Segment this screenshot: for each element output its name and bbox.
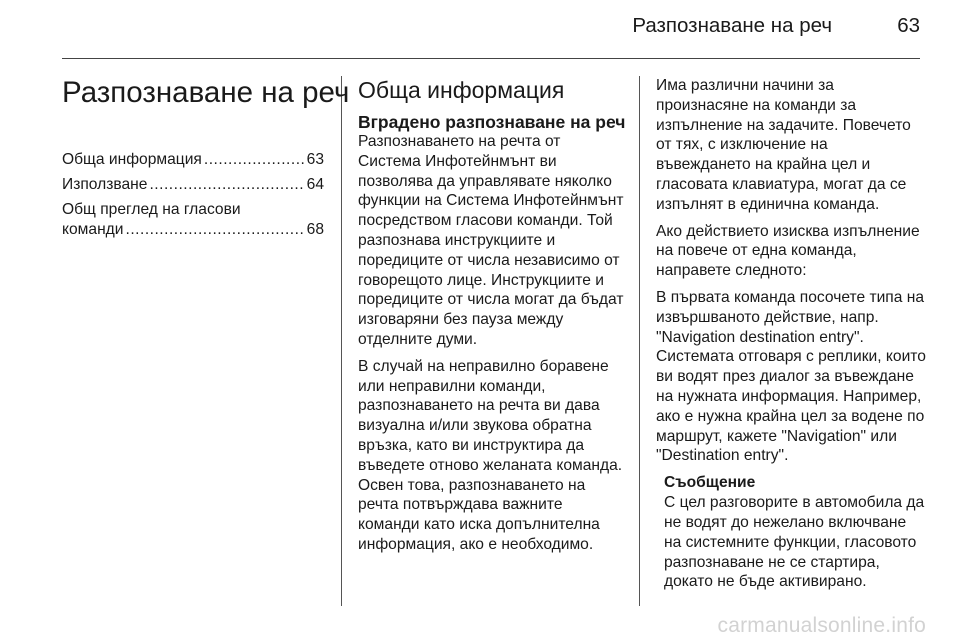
header-rule: [62, 58, 920, 59]
body-paragraph: Ако действието изисква изпълнение на повече от една команда, направете следното:: [656, 222, 920, 280]
section-column-right: [656, 76, 926, 592]
section-column-middle: [358, 76, 626, 562]
toc-leader-dots: [125, 220, 304, 240]
note-text: С цел разговорите в автомобила да не водят до нежелано включване на системните функции, гласовото разпознаване не се стартира, докато не бъде активирано.: [664, 494, 925, 591]
toc-entry-label: Използване: [62, 176, 148, 193]
toc-leader-dots: [149, 175, 304, 195]
section-title: Обща информация: [358, 77, 565, 103]
column-divider-right: [639, 76, 640, 606]
toc-entry-multiline[interactable]: [62, 200, 324, 240]
running-head: Разпознаване на реч: [632, 14, 832, 37]
body-paragraph: Разпознаването на речта от Система Инфотейнмънт ви позволява да управлявате няколко функции на Система Инфотейнмънт посредством гласови команди. Той разпознава инструкциите и поредиците от числа независимо от говорещото лице. Инструкциите и поредиците от числа могат да бъдат изговаряни без пауза между отделните думи.: [358, 133, 624, 348]
toc-entry-label-line1: Общ преглед на гласови: [62, 201, 241, 218]
toc-entry-page: 64: [306, 176, 324, 193]
toc-entry-label: Обща информация: [62, 151, 202, 168]
chapter-title: Разпознаване на реч: [62, 76, 350, 109]
toc-entry-page: 68: [306, 221, 324, 238]
note-title: Съобщение: [664, 474, 756, 492]
watermark: carmanualsonline.info: [717, 614, 926, 637]
subheading: Вградено разпознаване на реч: [358, 112, 626, 132]
toc-leader-dots: [204, 150, 305, 170]
column-divider-left: [341, 76, 342, 606]
body-paragraph: В първата команда посочете типа на извършваното действие, напр. "Navigation destination entry". Системата отговаря с реплики, които ви водят през диалог за въвеждане на нужната информация. Например, ако е нужна крайна цел за водене по маршрут, кажете "Navigation" или "Destination entry".: [656, 288, 926, 465]
page-number: 63: [897, 14, 920, 37]
toc-entry-label-line2: команди: [62, 221, 124, 238]
body-paragraph: Има различни начини за произнасяне на команди за изпълнение на задачите. Повечето от тях, с изключение на въвеждането на крайна цел и гласовата клавиатура, могат да се изпълнят в единична команда.: [656, 77, 911, 213]
note-box: [664, 473, 926, 592]
toc-entry[interactable]: [62, 175, 324, 195]
table-of-contents: [62, 150, 324, 245]
body-paragraph: В случай на неправилно боравене или неправилни команди, разпознаването на речта ви дава визуална и/или звукова обратна връзка, като ви инструктира да въведете отново желаната команда. Освен това, разпознаването на речта потвърждава важните команди като иска допълнителна информация, ако е необходимо.: [358, 357, 623, 553]
toc-entry-page: 63: [306, 151, 324, 168]
toc-entry[interactable]: [62, 150, 324, 170]
